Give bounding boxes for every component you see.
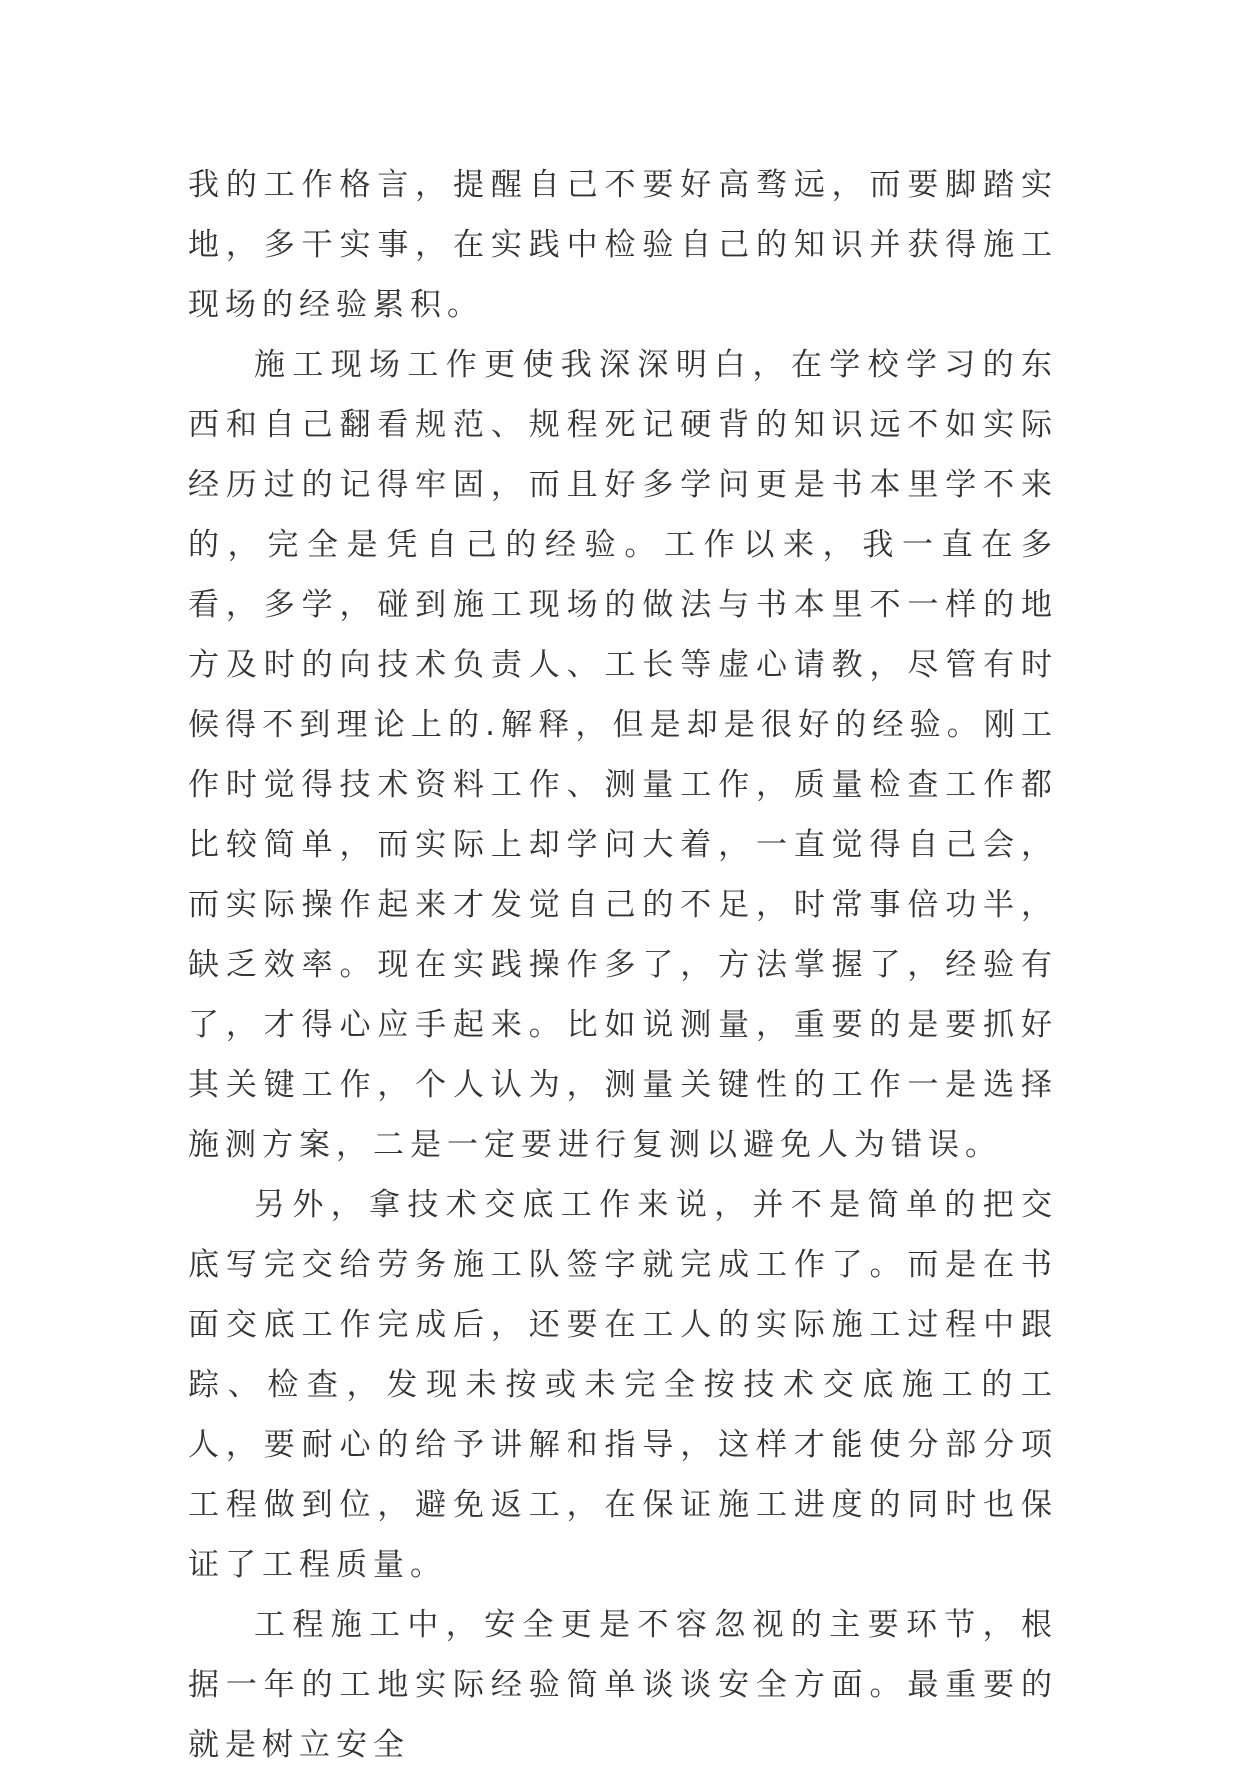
- paragraph-3: 另外，拿技术交底工作来说，并不是简单的把交底写完交给劳务施工队签字就完成工作了。而是在书面交底工作完成后，还要在工人的实际施工过程中跟踪、检查，发现未按或未完全按技术交底施工的工人，要耐心的给予讲解和指导，这样才能使分部分项工程做到位，避免返工，在保证施工进度的同时也保证了工程质量。: [188, 1187, 1058, 1583]
- paragraph-4: 工程施工中，安全更是不容忽视的主要环节，根据一年的工地实际经验简单谈谈安全方面。最重要的就是树立安全: [188, 1607, 1058, 1763]
- paragraph-2: 施工现场工作更使我深深明白，在学校学习的东西和自己翻看规范、规程死记硬背的知识远不如实际经历过的记得牢固，而且好多学问更是书本里学不来的，完全是凭自己的经验。工作以来，我一直在多看，多学，碰到施工现场的做法与书本里不一样的地方及时的向技术负责人、工长等虚心请教，尽管有时候得不到理论上的.解释，但是却是很好的经验。刚工作时觉得技术资料工作、测量工作，质量检查工作都比较简单，而实际上却学问大着，一直觉得自己会，而实际操作起来才发觉自己的不足，时常事倍功半，缺乏效率。现在实践操作多了，方法掌握了，经验有了，才得心应手起来。比如说测量，重要的是要抓好其关键工作，个人认为，测量关键性的工作一是选择施测方案，二是一定要进行复测以避免人为错误。: [188, 347, 1058, 1163]
- document-body: [188, 155, 1058, 1775]
- paragraph-1: 我的工作格言，提醒自己不要好高骛远，而要脚踏实地，多干实事，在实践中检验自己的知识并获得施工现场的经验累积。: [188, 167, 1058, 323]
